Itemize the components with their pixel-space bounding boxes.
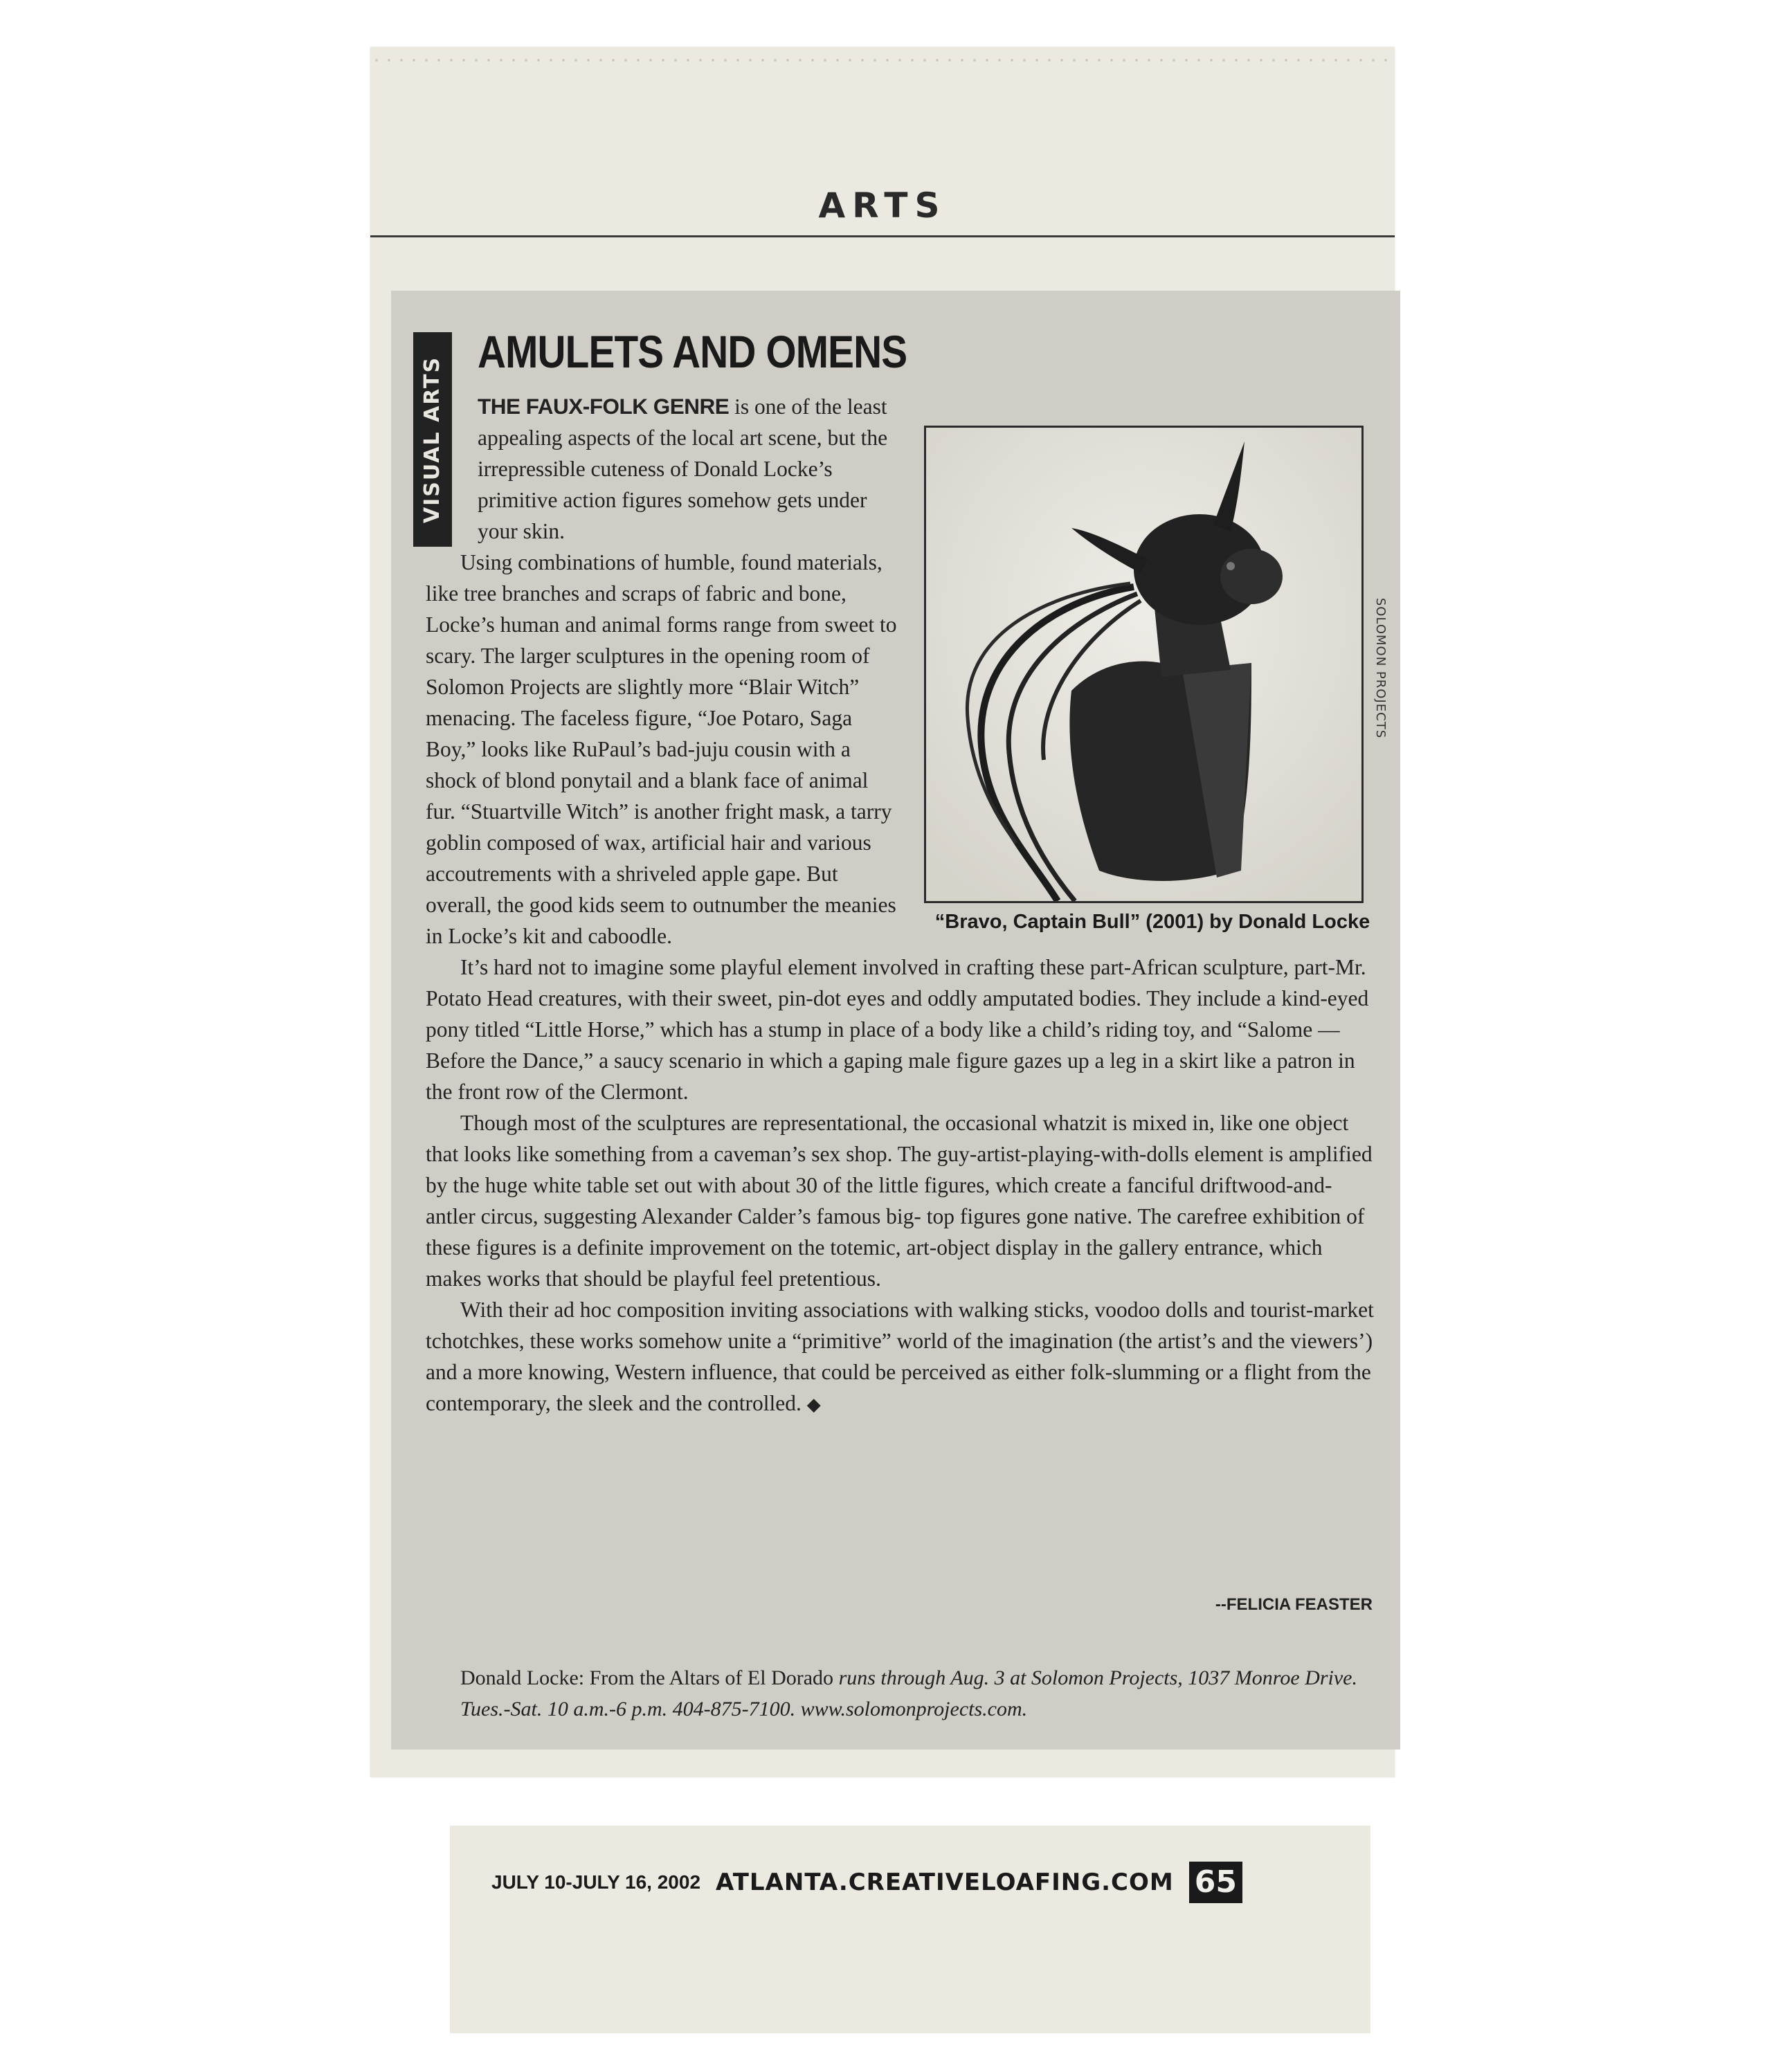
visual-arts-label: VISUAL ARTS xyxy=(420,356,445,523)
photo-figure xyxy=(924,391,1388,933)
exhibition-info xyxy=(426,1662,1381,1725)
end-mark: ◆ xyxy=(806,1394,821,1415)
paragraph-2: Using combinations of humble, found materials, like tree branches and scraps of fabric and bone, Locke’s human and animal forms range from sweet to scary. The larger sculptures in the opening room of Solomon Projects are slightly more “Blair Witch” menacing. The faceless figure, “Joe Potaro, Saga Boy,” looks like RuPaul’s bad-juju cousin with a shock of blond ponytail and a blank face of animal fur. “Stuartville Witch” is another fright mask, a tarry goblin composed of wax, artificial hair and various accoutrements with a shriveled apple gape. But overall, the good kids seem to outnumber the meanies in Locke’s kit and caboodle. xyxy=(426,550,897,948)
paragraph-4: Though most of the sculptures are representational, the occasional whatzit is mixed in, like one object that looks like something from a caveman’s sex shop. The guy-artist-playing-with-dolls element is amplified by the huge white table set out with about 30 of the little figures, which create a fanciful driftwood-and-antler circus, suggesting Alexander Calder’s famous big- top figures gone native. The carefree exhibition of these figures is a definite improvement on the totemic, art-object display in the gallery entrance, which makes works that should be playful feel pretentious. xyxy=(426,1111,1373,1291)
sculpture-photo xyxy=(924,426,1364,903)
newspaper-clipping-top xyxy=(370,47,1395,1777)
page-footer xyxy=(491,1862,1242,1903)
photo-credit: SOLOMON PROJECTS xyxy=(1373,597,1388,738)
section-header: ARTS xyxy=(818,185,947,226)
newspaper-clipping-footer xyxy=(450,1826,1370,2033)
issue-date: JULY 10-JULY 16, 2002 xyxy=(491,1871,701,1893)
photo-caption: “Bravo, Captain Bull” (2001) by Donald Locke xyxy=(934,911,1370,933)
article-box xyxy=(391,291,1400,1750)
paragraph-3: It’s hard not to imagine some playful element involved in crafting these part-African sculpture, part-Mr. Potato Head creatures, with their sweet, pin-dot eyes and oddly amputated bodies. They include a kind-eyed pony titled “Little Horse,” which has a stump in place of a body like a child’s riding toy, and “Salome — Before the Dance,” a saucy scenario in which a gaping male figure gazes up a leg in a skirt like a patron in the front row of the Clermont. xyxy=(426,955,1369,1104)
article-body xyxy=(426,391,1388,1421)
exhibition-title: Donald Locke: From the Altars of El Dorado xyxy=(460,1666,834,1689)
publication-site: ATLANTA.CREATIVELOAFING.COM xyxy=(716,1869,1174,1896)
paragraph-1: THE FAUX-FOLK GENRE is one of the least appealing aspects of the local art scene, but the irrepressible cuteness of Donald Locke’s primitive action figures somehow gets under your skin. xyxy=(478,394,888,543)
article-headline: AMULETS AND OMENS xyxy=(478,326,907,377)
exhibition-details: runs through Aug. 3 at Solomon Projects, 1037 Monroe Drive. Tues.-Sat. 10 a.m.-6 p.m. 404-875-7100. www.solomonprojects.com. xyxy=(460,1666,1357,1720)
page-number: 65 xyxy=(1189,1862,1242,1903)
header-rule xyxy=(370,235,1395,237)
paragraph-5: With their ad hoc composition inviting associations with walking sticks, voodoo dolls and tourist-market tchotchkes, these works somehow unite a “primitive” world of the imagination (the artist’s and the viewers’) and a more knowing, Western influence, that could be perceived as either folk-slumming or a flight from the contemporary, the sleek and the controlled. ◆ xyxy=(426,1298,1374,1415)
lead-in: THE FAUX-FOLK GENRE xyxy=(478,394,730,419)
byline: --FELICIA FEASTER xyxy=(1215,1595,1373,1614)
